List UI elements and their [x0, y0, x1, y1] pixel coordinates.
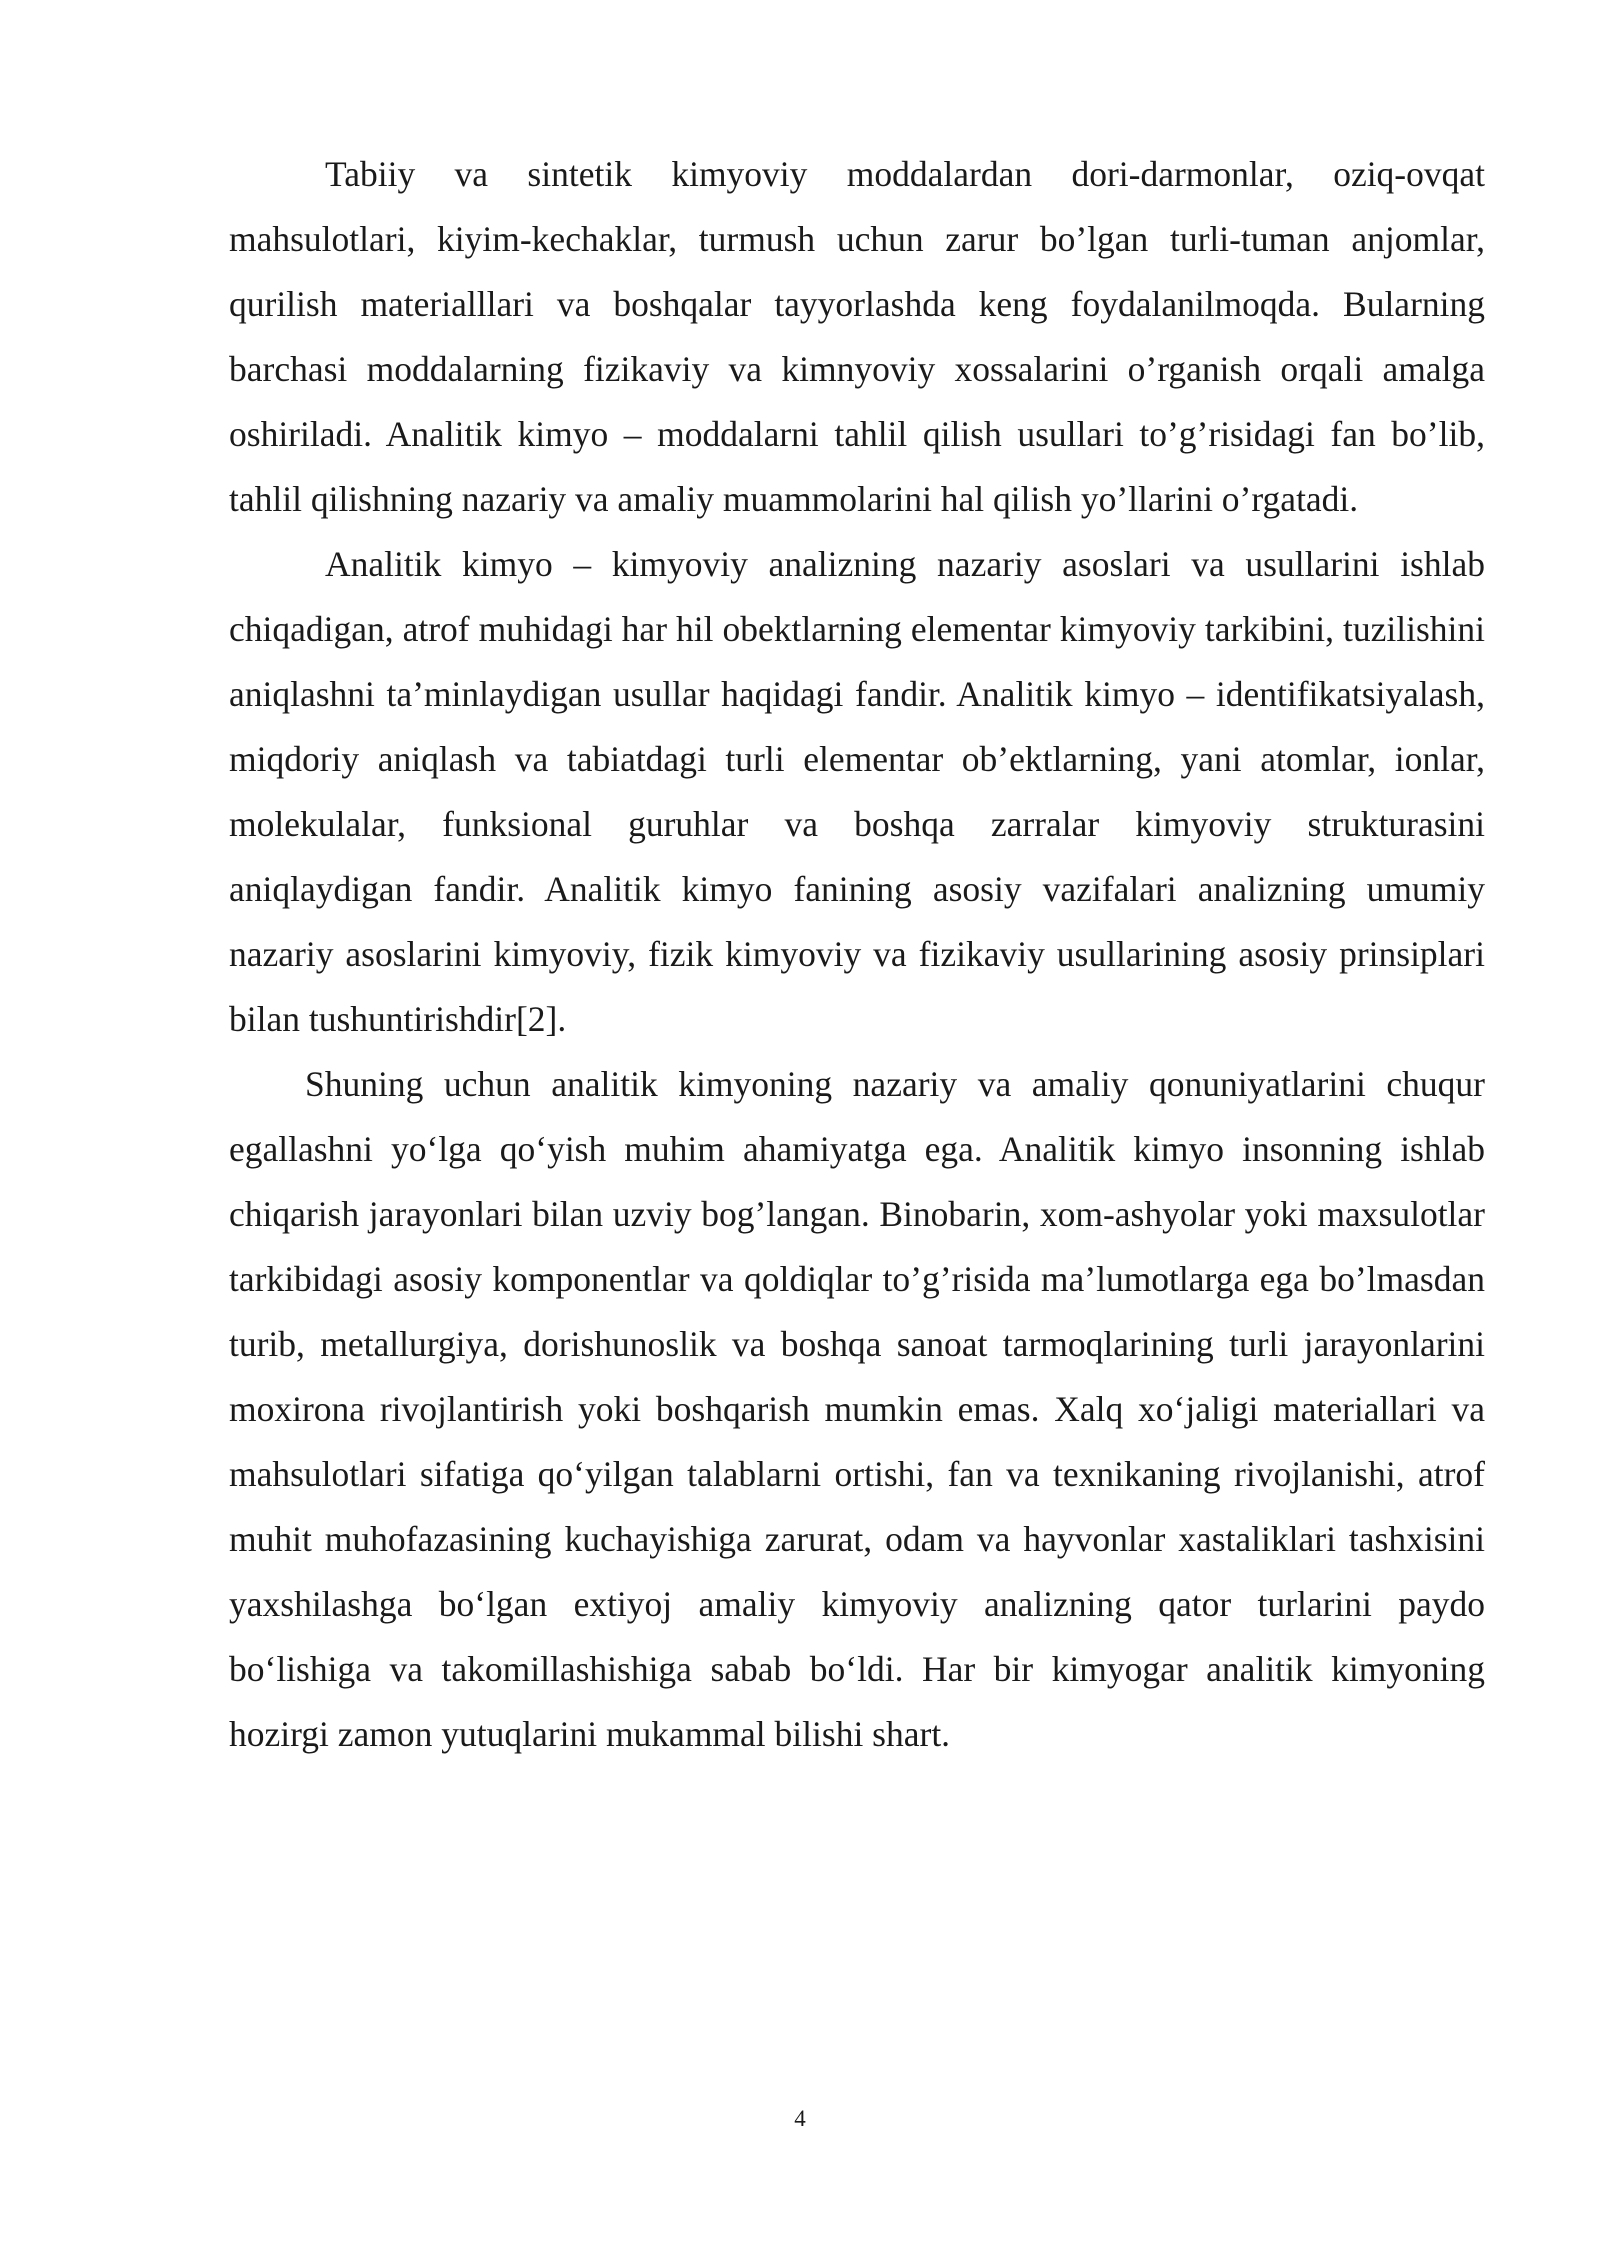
paragraph-1: Tabiiy va sintetik kimyoviy moddalardan dori-darmonlar, oziq-ovqat mahsulotlari, kiyim-kechaklar, turmush uchun zarur bo’lgan turli-tuman anjomlar, qurilish materialllari va boshqalar tayyorlashda keng foydalanilmoqda. Bularning barchasi moddalarning fizikaviy va kimnyoviy xossalarini o’rganish orqali amalga oshiriladi. Analitik kimyo – moddalarni tahlil qilish usullari to’g’risidagi fan bo’lib, tahlil qilishning nazariy va amaliy muammolarini hal qilish yo’llarini o’rgatadi. — [229, 154, 1485, 519]
paragraph-3: Shuning uchun analitik kimyoning nazariy va amaliy qonuniyatlarini chuqur egallashni yo‘lga qo‘yish muhim ahamiyatga ega. Analitik kimyo insonning ishlab chiqarish jarayonlari bilan uzviy bog’langan. Binobarin, xom-ashyolar yoki maxsulotlar tarkibidagi asosiy komponentlar va qoldiqlar to’g’risida ma’lumotlarga ega bo’lmasdan turib, metallurgiya, dorishunoslik va boshqa sanoat tarmoqlarining turli jarayonlarini moxirona rivojlantirish yoki boshqarish mumkin emas. Xalq xo‘jaligi materiallari va mahsulotlari sifatiga qo‘yilgan talablarni ortishi, fan va texnikaning rivojlanishi, atrof muhit muhofazasining kuchayishiga zarurat, odam va hayvonlar xastaliklari tashxisini yaxshilashga bo‘lgan extiyoj amaliy kimyoviy analizning qator turlarini paydo bo‘lishiga va takomillashishiga sabab bo‘ldi. Har bir kimyogar analitik kimyoning hozirgi zamon yutuqlarini mukammal bilishi shart. — [229, 1064, 1485, 1754]
paragraph-2: Analitik kimyo – kimyoviy analizning nazariy asoslari va usullarini ishlab chiqadigan, atrof muhidagi har hil obektlarning elementar kimyoviy tarkibini, tuzilishini aniqlashni ta’minlaydigan usullar haqidagi fandir. Analitik kimyo – identifikatsiyalash, miqdoriy aniqlash va tabiatdagi turli elementar ob’ektlarning, yani atomlar, ionlar, molekulalar, funksional guruhlar va boshqa zarralar kimyoviy strukturasini aniqlaydigan fandir. Analitik kimyo fanining asosiy vazifalari analizning umumiy nazariy asoslarini kimyoviy, fizik kimyoviy va fizikaviy usullarining asosiy prinsiplari bilan tushuntirishdir[2]. — [229, 544, 1485, 1039]
page-number: 4 — [794, 2106, 806, 2131]
body-text — [229, 142, 1485, 1767]
